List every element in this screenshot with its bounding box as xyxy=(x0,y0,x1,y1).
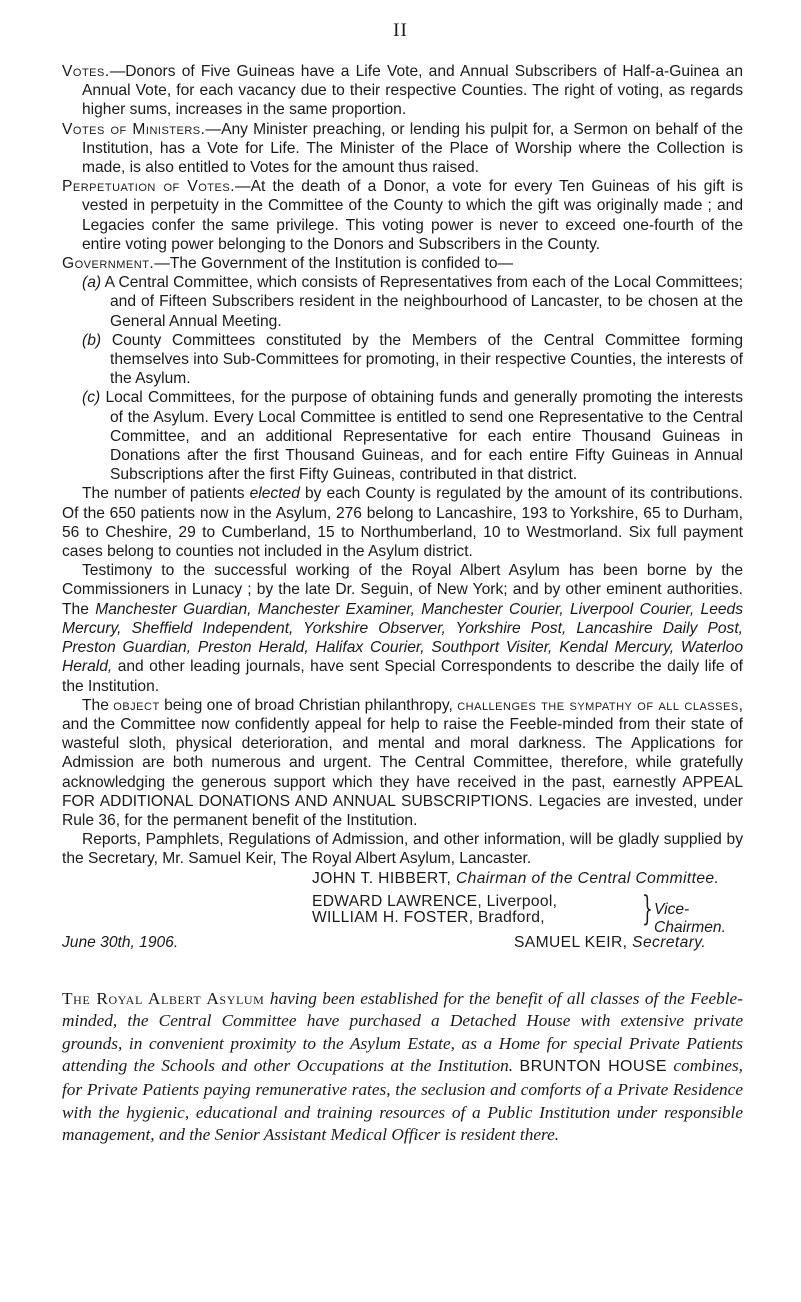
testimony-text-1: Testimony to the successful working of the Royal Albert Asylum has been borne by the Commissioners in Lunacy ; by the late Dr. Seguin, of New York; and by other eminent authorities. The xyxy=(62,562,743,618)
object-text-2: being one of broad Christian philanthropy, xyxy=(159,696,458,714)
testimony-text-2: and other leading journals, have sent Special Correspondents to describe the daily life of the Institution. xyxy=(62,658,743,695)
testimony-newspapers: Manchester Guardian, Manchester Examiner, Manchester Courier, Liverpool Courier, Leeds Mercury, Sheffield Independent, Yorkshire Observer, Yorkshire Post, Lancashire Daily Post, Preston Guardian, Preston Herald, Halifax Courier, Southport Visiter, Kendal Mercury, Waterloo Herald, xyxy=(62,600,744,676)
item-text: A Central Committee, which consists of Representatives from each of the Local Committees; and of Fifteen Subscribers resident in the neighbourhood of Lancaster, to be chosen at the General Annual Meeting. xyxy=(104,274,743,330)
item-text: Local Committees, for the purpose of obtaining funds and generally promoting the interests of the Asylum. Every Local Committee is entitled to send one Representative to the Central Committee, and an additional Representative for each entire Thousand Guineas in Donations after the first Thousand Guineas, and for each entire Fifty Guineas in Annual Subscriptions after the first Fifty Guineas, contributed in that district. xyxy=(105,389,743,484)
notice-text-2: combines, for Private Patients paying remunerative rates, the seclusion and comforts of a Private Residence with the hygienic, educational and training resources of a Public Institution under responsible management, and the Senior Assistant Medical Officer is resident there. xyxy=(62,1056,743,1145)
patients-paragraph xyxy=(62,484,743,561)
item-text: County Committees constituted by the Members of the Central Committee forming themselves into Sub-Committees for promoting, in their respective Counties, the interests of the Asylum. xyxy=(110,331,743,388)
object-text-1: The xyxy=(82,696,114,714)
reports-paragraph: Reports, Pamphlets, Regulations of Admission, and other information, will be gladly supplied by the Secretary, Mr. Samuel Keir, The Royal Albert Asylum, Lancaster. xyxy=(62,831,743,868)
object-caps-1: object xyxy=(113,696,160,714)
patients-text-1: The number of patients xyxy=(82,485,250,503)
date-line: June 30th, 1906. xyxy=(62,933,179,951)
item-label: (b) xyxy=(82,331,102,349)
government-item-b xyxy=(62,331,743,389)
votes-text: —Donors of Five Guineas have a Life Vote, and Annual Subscribers of Half-a-Guinea an Annual Vote, for each vacancy due to their respective Counties. The right of voting, as regards higher sums, increases in the same proportion. xyxy=(82,63,743,119)
government-text: —The Government of the Institution is confided to— xyxy=(154,255,514,273)
object-caps-2: challenges the sympathy of all classes xyxy=(457,696,739,714)
right-brace-icon: } xyxy=(642,888,653,929)
page-number: II xyxy=(393,20,408,41)
government-item-c xyxy=(62,388,743,484)
notice-text-1: having been established for the benefit of all classes of the Feeble-minded, the Central Committee have purchased a Detached House with extensive private grounds, in convenient proximity to the Asylum Estate, as a Home for special Private Patients attending the Schools and other Occupations at the Institution. xyxy=(62,988,743,1076)
object-appeal: APPEAL FOR ADDITIONAL DONATIONS AND ANNUAL SUBSCRIPTIONS. xyxy=(62,773,743,810)
item-label: (a) xyxy=(82,274,102,292)
votes-of-ministers-text: —Any Minister preaching, or lending his pulpit for, a Sermon on behalf of the Institution, has a Vote for Life. The Minister of the Place of Worship where the Collection is made, is also entitled to Votes for the amount thus raised. xyxy=(82,120,743,177)
vice-chairmen-title: Vice-Chairmen. xyxy=(654,900,726,936)
government-item-a xyxy=(62,273,743,331)
votes-paragraph xyxy=(62,62,743,120)
object-text-4: Legacies are invested, under Rule 36, for the permanent benefit of the Institution. xyxy=(62,792,743,829)
object-text-3: , and the Committee now confidently appeal for help to raise the Feeble-minded from their state of wasteful sloth, physical deterioration, and mental and moral darkness. The Applications for Admission are both numerous and urgent. The Central Committee, therefore, while gratefully acknowledging the generous support which they have received in the past, earnestly xyxy=(62,696,744,791)
testimony-paragraph xyxy=(62,561,743,695)
vice-chairman-2: WILLIAM H. FOSTER, Bradford, xyxy=(312,908,545,926)
patients-elected: elected xyxy=(249,485,300,503)
chairman-line xyxy=(312,870,719,888)
object-paragraph xyxy=(62,696,743,830)
notice-brunton-house: BRUNTON HOUSE xyxy=(519,1058,667,1076)
notice-caps: The Royal Albert Asylum xyxy=(62,988,265,1008)
brunton-house-notice xyxy=(62,988,743,1147)
votes-heading: Votes. xyxy=(62,63,110,80)
perpetuation-heading: Perpetuation of Votes. xyxy=(62,178,236,196)
government-heading: Government. xyxy=(62,255,155,273)
rules-body xyxy=(62,62,743,869)
item-label: (c) xyxy=(82,389,101,407)
chairman-title: Chairman of the Central Committee. xyxy=(456,869,720,887)
perpetuation-paragraph xyxy=(62,177,743,254)
government-paragraph xyxy=(62,254,743,273)
secretary-line xyxy=(514,934,706,952)
votes-of-ministers-paragraph xyxy=(62,120,743,178)
patients-text-2: by each County is regulated by the amount of its contributions. Of the 650 patients now in the Asylum, 276 belong to Lancashire, 193 to Yorkshire, 65 to Durham, 56 to Cheshire, 29 to Cumberland, 15 to Northumberland, 10 to Westmorland. Six full payment cases belong to counties not included in the Asylum district. xyxy=(62,485,743,561)
perpetuation-text: —At the death of a Donor, a vote for every Ten Guineas of his gift is vested in perpetuity in the Committee of the County to which the gift was originally made ; and Legacies confer the same privilege. This voting power is never to exceed one-fourth of the entire voting power belonging to the Donors and Subscribers in the County. xyxy=(82,178,743,253)
vice-chairman-1: EDWARD LAWRENCE, Liverpool, xyxy=(312,892,558,910)
secretary-title: Secretary. xyxy=(632,933,707,951)
chairman-name: JOHN T. HIBBERT, xyxy=(312,869,452,887)
signature-block xyxy=(62,870,743,966)
secretary-name: SAMUEL KEIR, xyxy=(514,933,628,951)
votes-of-ministers-heading: Votes of Ministers. xyxy=(62,120,206,138)
